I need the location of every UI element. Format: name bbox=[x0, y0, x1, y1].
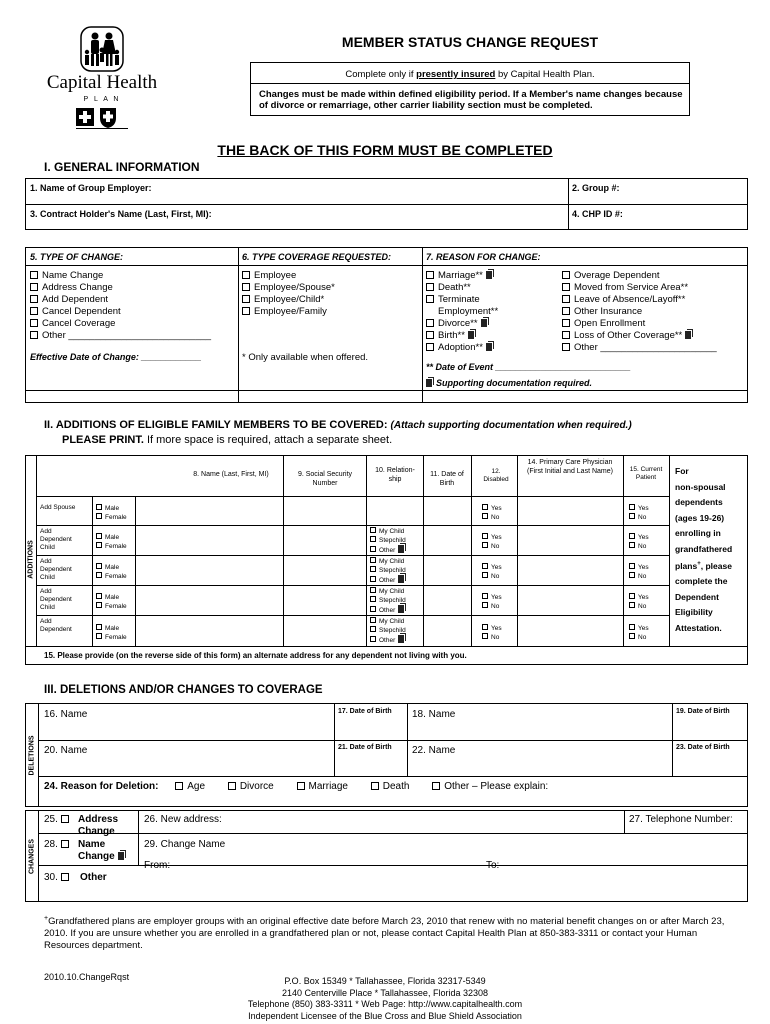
checkbox-icon bbox=[426, 331, 434, 339]
disabled-options bbox=[482, 533, 502, 551]
checkbox-icon bbox=[629, 563, 635, 569]
deletion-dob-field[interactable]: 17. Date of Birth bbox=[338, 708, 392, 715]
reason-right-list bbox=[562, 270, 717, 354]
checkbox-icon bbox=[629, 633, 635, 639]
checkbox-icon bbox=[562, 307, 570, 315]
coverage-option[interactable]: Employee/Child* bbox=[242, 294, 335, 306]
reason-option[interactable]: Other ______________________ bbox=[562, 342, 717, 354]
reason-for-change-title: 7. REASON FOR CHANGE: bbox=[426, 252, 541, 262]
yes-option[interactable]: Yes bbox=[482, 504, 502, 513]
checkbox-icon bbox=[482, 633, 488, 639]
no-option[interactable]: No bbox=[482, 633, 502, 642]
checkbox-icon bbox=[426, 319, 434, 327]
dependent-eligibility-note: For non-spousal dependents (ages 19-26) enrolling in grandfathered plans+, please complete the Dependent Eligibility Attestation. bbox=[675, 466, 733, 633]
col-ssn: 9. Social Security Number bbox=[297, 471, 353, 487]
checkbox-icon bbox=[629, 593, 635, 599]
telephone-field[interactable]: 27. Telephone Number: bbox=[629, 814, 733, 825]
gender-options bbox=[96, 593, 127, 611]
checkbox-icon bbox=[432, 782, 440, 790]
checkbox-icon bbox=[371, 782, 379, 790]
other-change-option[interactable]: 30. bbox=[44, 872, 73, 883]
type-of-change-option[interactable]: Name Change bbox=[30, 270, 211, 282]
male-option[interactable]: Male bbox=[96, 624, 127, 633]
yes-option[interactable]: Yes bbox=[482, 593, 502, 602]
male-option[interactable]: Male bbox=[96, 563, 127, 572]
checkbox-icon bbox=[228, 782, 236, 790]
document-icon bbox=[398, 635, 404, 643]
checkbox-icon bbox=[629, 624, 635, 630]
other-change-label: Other bbox=[80, 872, 107, 883]
reason-option[interactable]: Overage Dependent bbox=[562, 270, 717, 282]
type-of-change-option[interactable]: Cancel Coverage bbox=[30, 318, 211, 330]
blue-cross-blue-shield-icon bbox=[74, 106, 130, 132]
name-change-label: Name Change bbox=[78, 839, 136, 863]
alternate-address-note: 15. Please provide (on the reverse side of this form) an alternate address for any dependent not living with you. bbox=[44, 651, 467, 660]
type-of-change-option[interactable]: Add Dependent bbox=[30, 294, 211, 306]
coverage-option[interactable]: Employee/Family bbox=[242, 306, 335, 318]
checkbox-icon bbox=[242, 271, 250, 279]
checkbox-icon bbox=[96, 593, 102, 599]
additions-side-label: ADDITIONS bbox=[27, 540, 35, 579]
checkbox-icon bbox=[482, 542, 488, 548]
document-icon bbox=[426, 379, 432, 387]
checkbox-icon bbox=[96, 602, 102, 608]
name-change-option[interactable]: 28. bbox=[44, 839, 73, 850]
checkbox-icon bbox=[61, 840, 69, 848]
document-icon bbox=[486, 271, 492, 279]
checkbox-icon bbox=[370, 626, 376, 632]
checkbox-icon bbox=[96, 563, 102, 569]
deletions-table bbox=[25, 703, 748, 807]
checkbox-icon bbox=[96, 633, 102, 639]
yes-option[interactable]: Yes bbox=[629, 593, 649, 602]
effective-date-field[interactable]: Effective Date of Change: ____________ bbox=[30, 352, 202, 362]
deletion-dob-field[interactable]: 23. Date of Birth bbox=[676, 744, 730, 751]
reason-left-list bbox=[426, 270, 498, 354]
date-of-event-field[interactable]: ** Date of Event ___________________________ bbox=[426, 362, 631, 372]
checkbox-icon bbox=[629, 533, 635, 539]
checkbox-icon bbox=[96, 504, 102, 510]
type-of-change-title: 5. TYPE OF CHANGE: bbox=[30, 252, 124, 262]
checkbox-icon bbox=[297, 782, 305, 790]
checkbox-icon bbox=[562, 343, 570, 351]
checkbox-icon bbox=[629, 602, 635, 608]
my-child-option[interactable]: My Child bbox=[370, 557, 406, 566]
other-option[interactable]: Other bbox=[370, 545, 406, 555]
deletions-side-label: DELETIONS bbox=[28, 735, 36, 776]
reason-option[interactable]: Divorce** bbox=[426, 318, 498, 330]
deletion-name-field[interactable]: 22. Name bbox=[412, 745, 456, 756]
disabled-options bbox=[482, 593, 502, 611]
female-option[interactable]: Female bbox=[96, 602, 127, 611]
checkbox-icon bbox=[370, 527, 376, 533]
type-of-change-option[interactable]: Other ___________________________ bbox=[30, 330, 211, 342]
deletion-reason-row: 24. Reason for Deletion: Age Divorce Marriage Death Other – Please explain: bbox=[44, 781, 549, 792]
checkbox-icon bbox=[629, 542, 635, 548]
reason-option[interactable]: Other Insurance bbox=[562, 306, 717, 318]
section-2-heading: II. ADDITIONS OF ELIGIBLE FAMILY MEMBERS TO BE COVERED: (Attach supporting documentation when required.) PLEASE PRINT. If more space is required, attach a separate sheet. bbox=[44, 419, 632, 446]
checkbox-icon bbox=[96, 513, 102, 519]
checkbox-icon bbox=[242, 283, 250, 291]
deletion-dob-field[interactable]: 19. Date of Birth bbox=[676, 708, 730, 715]
checkbox-icon bbox=[242, 295, 250, 303]
female-option[interactable]: Female bbox=[96, 633, 127, 642]
checkbox-icon bbox=[482, 563, 488, 569]
gender-options bbox=[96, 624, 127, 642]
back-of-form-notice: THE BACK OF THIS FORM MUST BE COMPLETED bbox=[217, 142, 553, 158]
other-option[interactable]: Other bbox=[370, 575, 406, 585]
checkbox-icon bbox=[370, 576, 376, 582]
deletion-name-field[interactable]: 18. Name bbox=[412, 709, 456, 720]
checkbox-icon bbox=[482, 593, 488, 599]
reason-divorce-option[interactable]: Divorce bbox=[228, 781, 274, 792]
checkbox-icon bbox=[96, 542, 102, 548]
form-title: MEMBER STATUS CHANGE REQUEST bbox=[341, 34, 599, 50]
type-of-change-option[interactable]: Address Change bbox=[30, 282, 211, 294]
document-icon bbox=[398, 575, 404, 583]
my-child-option[interactable]: My Child bbox=[370, 587, 406, 596]
yes-option[interactable]: Yes bbox=[629, 504, 649, 513]
no-option[interactable]: No bbox=[629, 633, 649, 642]
no-option[interactable]: No bbox=[629, 513, 649, 522]
reason-marriage-option[interactable]: Marriage bbox=[297, 781, 348, 792]
relationship-options bbox=[370, 557, 406, 585]
checkbox-icon bbox=[96, 533, 102, 539]
checkbox-icon bbox=[562, 283, 570, 291]
checkbox-icon bbox=[370, 587, 376, 593]
female-option[interactable]: Female bbox=[96, 542, 127, 551]
current-patient-options bbox=[629, 593, 649, 611]
checkbox-icon bbox=[175, 782, 183, 790]
checkbox-icon bbox=[482, 504, 488, 510]
reason-option[interactable]: Adoption** bbox=[426, 342, 498, 354]
checkbox-icon bbox=[30, 331, 38, 339]
reason-option[interactable]: Death** bbox=[426, 282, 498, 294]
logo-name: Capital Health bbox=[46, 72, 158, 93]
checkbox-icon bbox=[370, 617, 376, 623]
logo bbox=[36, 26, 166, 136]
current-patient-options bbox=[629, 533, 649, 551]
checkbox-icon bbox=[30, 319, 38, 327]
address-change-label: Address Change bbox=[78, 814, 119, 837]
row-type: Add Dependent bbox=[40, 618, 72, 633]
current-patient-options bbox=[629, 624, 649, 642]
coverage-requested-list bbox=[242, 270, 335, 318]
chp-id-field[interactable]: 4. CHP ID #: bbox=[572, 209, 623, 219]
col-dob: 11. Date of Birth bbox=[430, 471, 464, 487]
checkbox-icon bbox=[96, 624, 102, 630]
document-icon bbox=[685, 331, 691, 339]
checkbox-icon bbox=[629, 572, 635, 578]
stepchild-option[interactable]: Stepchild bbox=[370, 536, 406, 545]
gender-options bbox=[96, 504, 127, 522]
row-type: Add Dependent Child bbox=[40, 558, 72, 581]
checkbox-icon bbox=[370, 566, 376, 572]
col-disabled: 12. Disabled bbox=[483, 468, 509, 483]
group-number-field[interactable]: 2. Group #: bbox=[572, 183, 620, 193]
checkbox-icon bbox=[482, 513, 488, 519]
checkbox-icon bbox=[30, 307, 38, 315]
reason-option[interactable]: Marriage** bbox=[426, 270, 498, 282]
contract-holder-field[interactable]: 3. Contract Holder's Name (Last, First, MI): bbox=[30, 209, 212, 219]
checkbox-icon bbox=[562, 271, 570, 279]
checkbox-icon bbox=[562, 319, 570, 327]
family-logo-icon bbox=[80, 26, 124, 72]
document-icon bbox=[468, 331, 474, 339]
checkbox-icon bbox=[370, 636, 376, 642]
additions-table bbox=[25, 455, 748, 665]
yes-option[interactable]: Yes bbox=[482, 533, 502, 542]
checkbox-icon bbox=[562, 295, 570, 303]
checkbox-icon bbox=[370, 606, 376, 612]
checkbox-icon bbox=[426, 295, 434, 303]
no-option[interactable]: No bbox=[482, 602, 502, 611]
address-change-option[interactable]: 25. bbox=[44, 814, 73, 825]
current-patient-options bbox=[629, 504, 649, 522]
checkbox-icon bbox=[242, 307, 250, 315]
type-of-change-list bbox=[30, 270, 211, 342]
stepchild-option[interactable]: Stepchild bbox=[370, 596, 406, 605]
reason-other-option[interactable]: Other – Please explain: bbox=[432, 781, 548, 792]
grandfathered-footnote: +Grandfathered plans are employer groups with an original effective date before March 23, 2010 that renew with no material benefit changes on or after March 23, 2010. If you are unsure whether you are enrolled in a grandfathered plan or not, please contact Capital Health Plan at 850-383-3311 or contact your Human Resources department. bbox=[44, 915, 725, 952]
checkbox-icon bbox=[482, 572, 488, 578]
checkbox-icon bbox=[61, 873, 69, 881]
change-name-to-field[interactable]: To: bbox=[486, 860, 500, 871]
reason-option[interactable]: Birth** bbox=[426, 330, 498, 342]
contact-address: P.O. Box 15349 * Tallahassee, Florida 32317-5349 2140 Centerville Place * Tallahassee, Florida 32308 Telephone (850) 383-3311 * Web Page: http://www.capitalhealth.com Independent Licensee of the Blue Cross and Blue Shield Association bbox=[247, 976, 523, 1021]
checkbox-icon bbox=[562, 331, 570, 339]
reason-age-option[interactable]: Age bbox=[175, 781, 205, 792]
checkbox-icon bbox=[30, 283, 38, 291]
other-option[interactable]: Other bbox=[370, 635, 406, 645]
changes-table bbox=[25, 810, 748, 902]
reason-employment-label: Employment** bbox=[438, 306, 499, 317]
row-type: Add Dependent Child bbox=[40, 588, 72, 611]
stepchild-option[interactable]: Stepchild bbox=[370, 626, 406, 635]
checkbox-icon bbox=[426, 271, 434, 279]
new-address-field[interactable]: 26. New address: bbox=[144, 814, 222, 825]
row-type: Add Spouse bbox=[40, 504, 76, 511]
row-type: Add Dependent Child bbox=[40, 528, 72, 551]
section-3-heading: III. DELETIONS AND/OR CHANGES TO COVERAGE bbox=[44, 684, 323, 696]
reason-option[interactable]: Open Enrollment bbox=[562, 318, 717, 330]
checkbox-icon bbox=[30, 271, 38, 279]
no-option[interactable]: No bbox=[629, 572, 649, 581]
eligibility-warning: Changes must be made within defined eligibility period. If a Member's name changes because of divorce or remarriage, other carrier liability section must be completed. bbox=[259, 89, 683, 111]
disabled-options bbox=[482, 624, 502, 642]
general-info-box bbox=[25, 178, 748, 230]
deletion-dob-field[interactable]: 21. Date of Birth bbox=[338, 744, 392, 751]
no-option[interactable]: No bbox=[482, 542, 502, 551]
change-name-from-field[interactable]: From: bbox=[144, 860, 171, 871]
yes-option[interactable]: Yes bbox=[629, 533, 649, 542]
checkbox-icon bbox=[482, 533, 488, 539]
document-icon bbox=[481, 319, 487, 327]
document-icon bbox=[398, 545, 404, 553]
yes-option[interactable]: Yes bbox=[629, 563, 649, 572]
section-1-heading: I. GENERAL INFORMATION bbox=[44, 160, 200, 174]
checkbox-icon bbox=[482, 624, 488, 630]
relationship-options bbox=[370, 527, 406, 555]
no-option[interactable]: No bbox=[629, 542, 649, 551]
yes-option[interactable]: Yes bbox=[482, 563, 502, 572]
deletion-name-field[interactable]: 16. Name bbox=[44, 709, 88, 720]
form-id: 2010.10.ChangeRqst bbox=[44, 972, 130, 982]
col-name: 8. Name (Last, First, MI) bbox=[193, 471, 269, 478]
disabled-options bbox=[482, 504, 502, 522]
current-patient-options bbox=[629, 563, 649, 581]
reason-option[interactable]: Moved from Service Area** bbox=[562, 282, 717, 294]
reason-option[interactable]: Terminate bbox=[426, 294, 498, 306]
supporting-docs-note: Supporting documentation required. bbox=[426, 378, 592, 388]
header-note-box bbox=[250, 62, 690, 116]
disabled-options bbox=[482, 563, 502, 581]
stepchild-option[interactable]: Stepchild bbox=[370, 566, 406, 575]
coverage-option[interactable]: Employee bbox=[242, 270, 335, 282]
col-pcp: 14. Primary Care Physician (First Initial and Last Name) bbox=[527, 459, 613, 475]
checkbox-icon bbox=[426, 343, 434, 351]
coverage-availability-note: * Only available when offered. bbox=[242, 352, 369, 363]
checkbox-icon bbox=[370, 546, 376, 552]
coverage-requested-title: 6. TYPE COVERAGE REQUESTED: bbox=[242, 252, 392, 262]
checkbox-icon bbox=[30, 295, 38, 303]
female-option[interactable]: Female bbox=[96, 513, 127, 522]
checkbox-icon bbox=[482, 602, 488, 608]
other-option[interactable]: Other bbox=[370, 605, 406, 615]
female-option[interactable]: Female bbox=[96, 572, 127, 581]
logo-sub: P L A N bbox=[83, 96, 121, 103]
no-option[interactable]: No bbox=[629, 602, 649, 611]
my-child-option[interactable]: My Child bbox=[370, 617, 406, 626]
no-option[interactable]: No bbox=[482, 513, 502, 522]
relationship-options bbox=[370, 587, 406, 615]
yes-option[interactable]: Yes bbox=[629, 624, 649, 633]
reason-death-option[interactable]: Death bbox=[371, 781, 410, 792]
document-icon bbox=[486, 343, 492, 351]
gender-options bbox=[96, 533, 127, 551]
yes-option[interactable]: Yes bbox=[482, 624, 502, 633]
male-option[interactable]: Male bbox=[96, 533, 127, 542]
relationship-options bbox=[370, 617, 406, 645]
presently-insured-note: Complete only if presently insured by Capital Health Plan. bbox=[345, 69, 595, 80]
document-icon bbox=[398, 605, 404, 613]
male-option[interactable]: Male bbox=[96, 593, 127, 602]
changes-side-label: CHANGES bbox=[28, 839, 36, 875]
employer-field[interactable]: 1. Name of Group Employer: bbox=[30, 183, 152, 193]
checkbox-icon bbox=[426, 283, 434, 291]
col-relationship: 10. Relation-ship bbox=[375, 467, 415, 483]
change-name-label: 29. Change Name bbox=[144, 839, 226, 850]
checkbox-icon bbox=[370, 536, 376, 542]
checkbox-icon bbox=[629, 504, 635, 510]
checkbox-icon bbox=[629, 513, 635, 519]
reason-option[interactable]: Loss of Other Coverage** bbox=[562, 330, 717, 342]
type-of-change-option[interactable]: Cancel Dependent bbox=[30, 306, 211, 318]
document-icon bbox=[118, 852, 124, 860]
reason-option[interactable]: Leave of Absence/Layoff** bbox=[562, 294, 717, 306]
no-option[interactable]: No bbox=[482, 572, 502, 581]
male-option[interactable]: Male bbox=[96, 504, 127, 513]
my-child-option[interactable]: My Child bbox=[370, 527, 406, 536]
change-details-box bbox=[25, 247, 748, 403]
checkbox-icon bbox=[370, 557, 376, 563]
gender-options bbox=[96, 563, 127, 581]
coverage-option[interactable]: Employee/Spouse* bbox=[242, 282, 335, 294]
checkbox-icon bbox=[61, 815, 69, 823]
checkbox-icon bbox=[96, 572, 102, 578]
deletion-name-field[interactable]: 20. Name bbox=[44, 745, 88, 756]
col-current-patient: 15. Current Patient bbox=[629, 466, 663, 481]
checkbox-icon bbox=[370, 596, 376, 602]
